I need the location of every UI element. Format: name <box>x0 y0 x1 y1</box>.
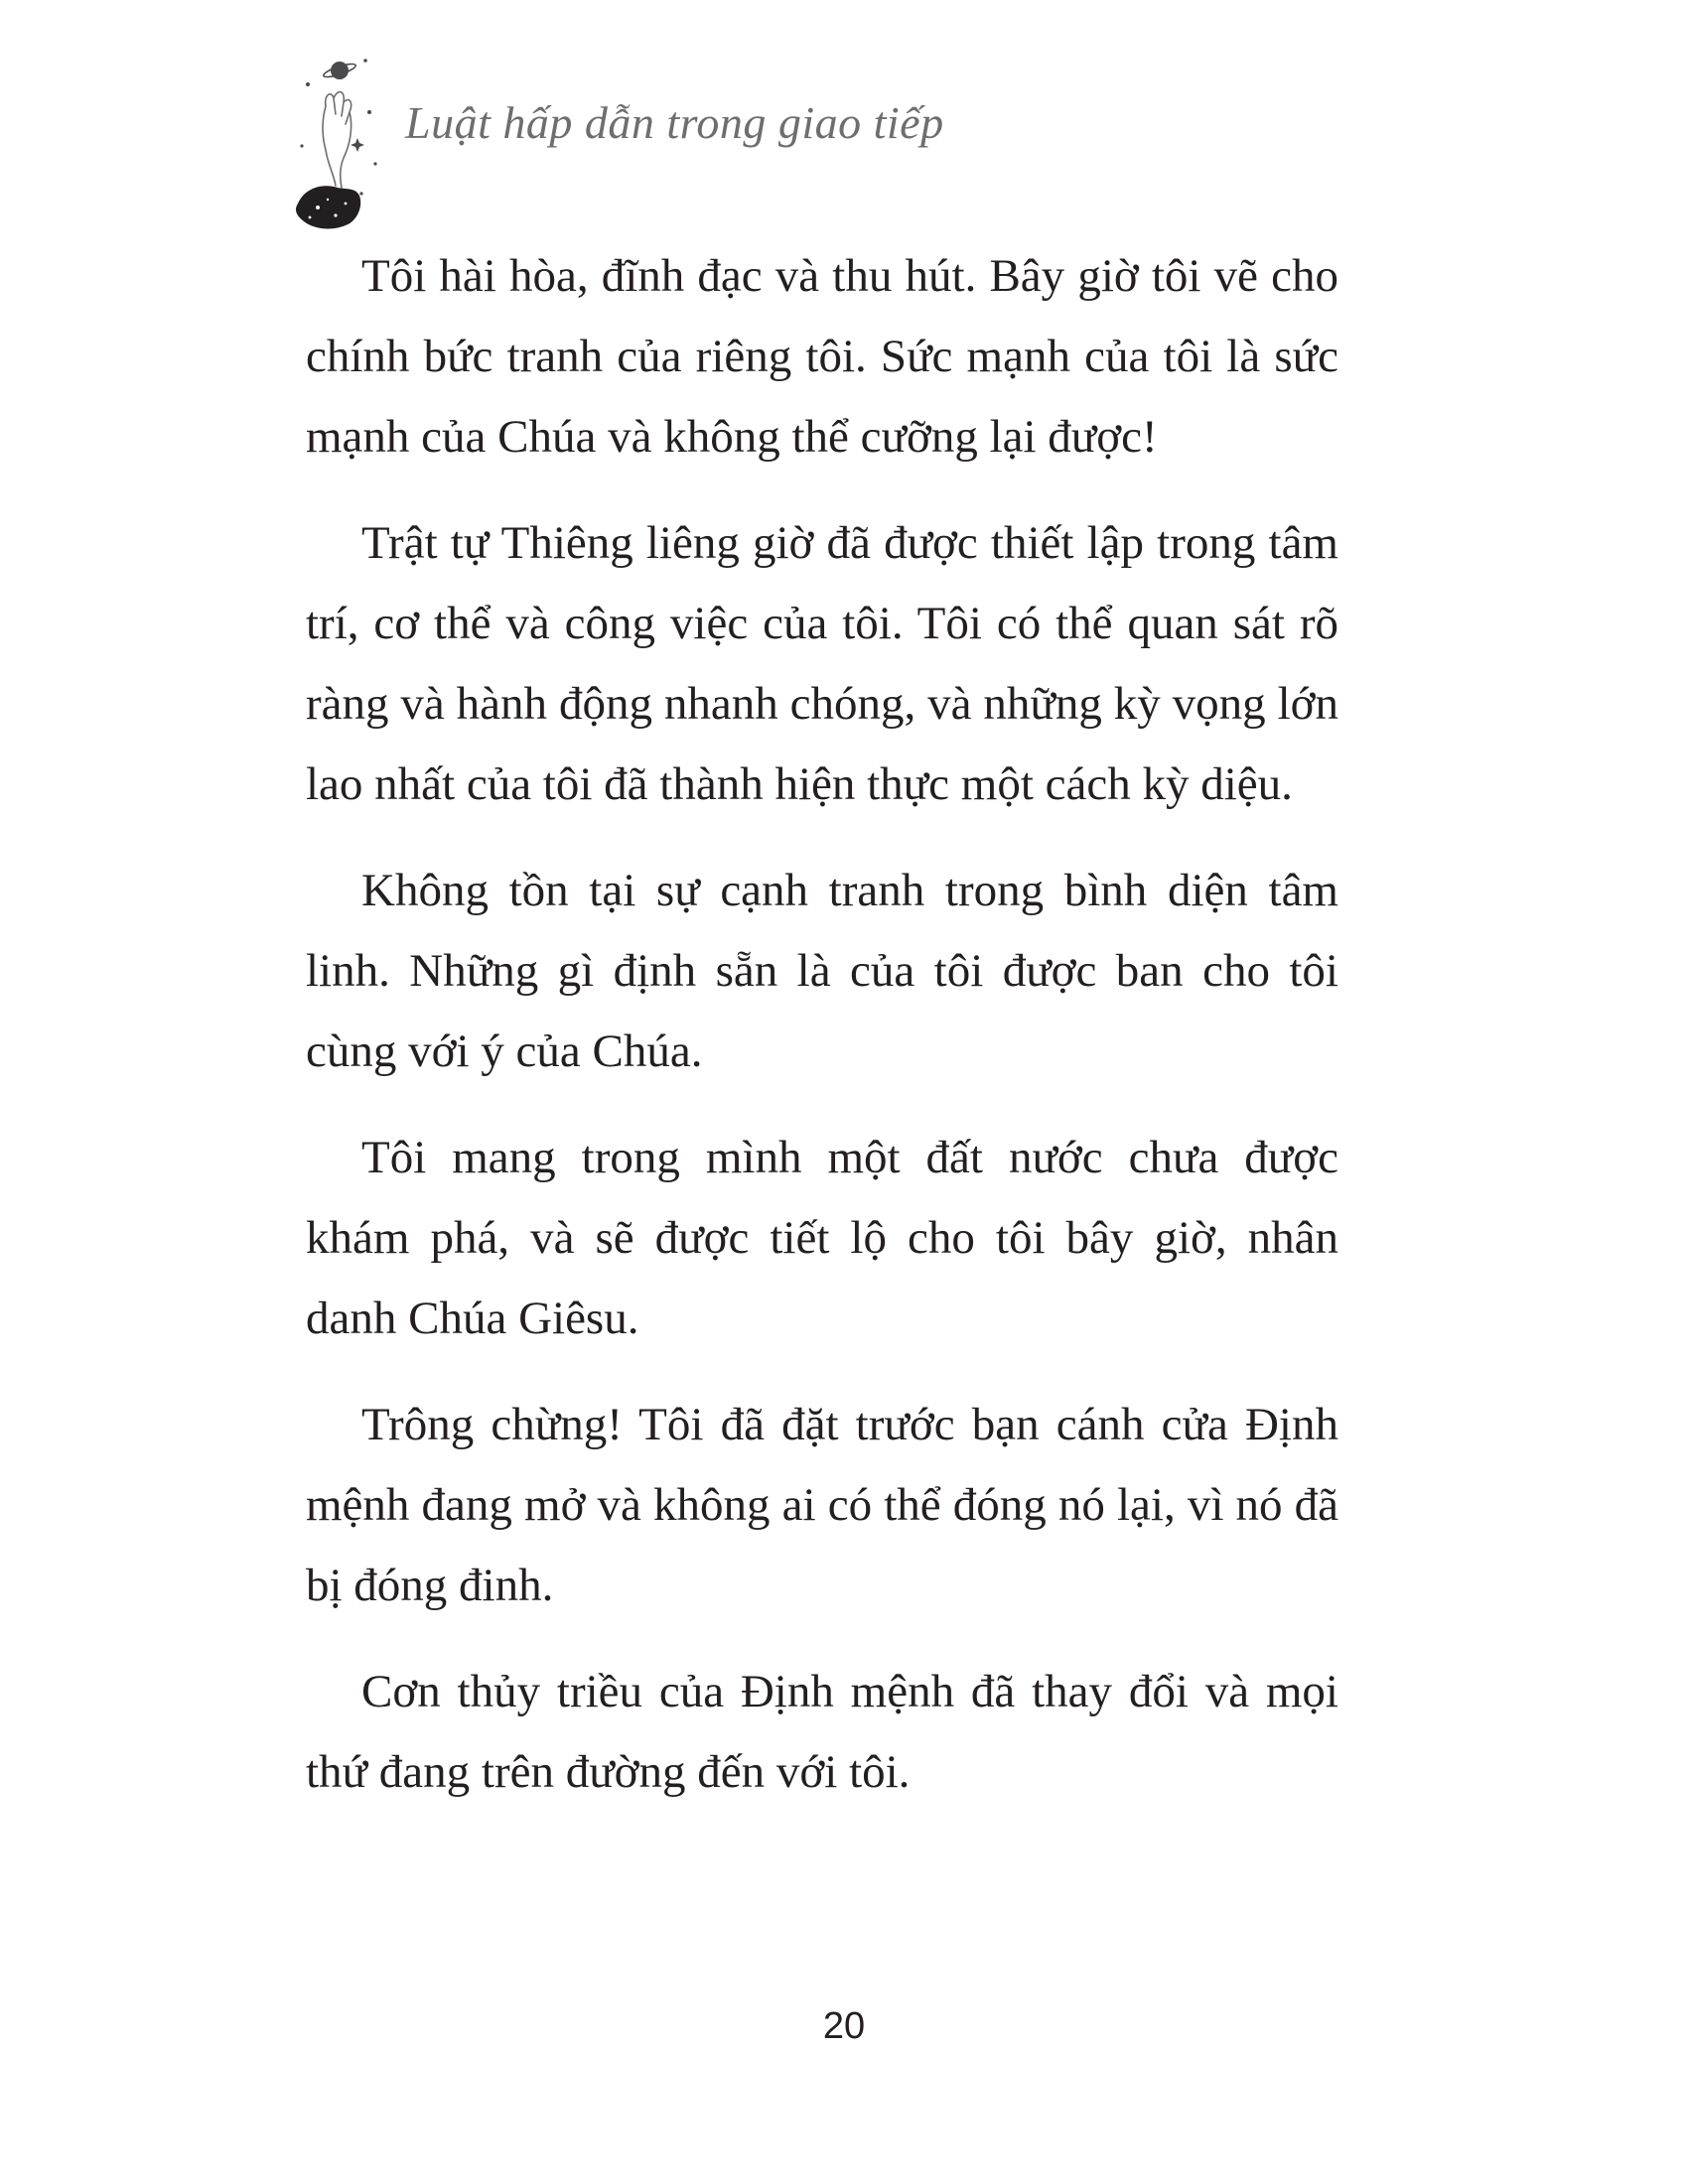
paragraph: Trật tự Thiêng liêng giờ đã được thiết lập trong tâm trí, cơ thể và công việc của tôi. Tôi có thể quan sát rõ ràng và hành động nhanh chóng, và những kỳ vọng lớn lao nhất của tôi đã thành hiện thực một cách kỳ diệu. <box>306 517 1338 810</box>
paragraph: Tôi mang trong mình một đất nước chưa được khám phá, và sẽ được tiết lộ cho tôi bây giờ, nhân danh Chúa Giêsu. <box>306 1132 1338 1344</box>
page-number: 20 <box>822 2005 866 2047</box>
paragraph: Tôi hài hòa, đĩnh đạc và thu hút. Bây giờ tôi vẽ cho chính bức tranh của riêng tôi. Sức mạnh của tôi là sức mạnh của Chúa và không thể cưỡng lại được! <box>306 250 1338 463</box>
paragraph: Trông chừng! Tôi đã đặt trước bạn cánh cửa Định mệnh đang mở và không ai có thể đóng nó lại, vì nó đã bị đóng đinh. <box>306 1399 1338 1611</box>
running-header-title: Luật hấp dẫn trong giao tiếp <box>405 97 944 148</box>
body-text <box>306 236 1338 1839</box>
paragraph: Không tồn tại sự cạnh tranh trong bình diện tâm linh. Những gì định sẵn là của tôi được ban cho tôi cùng với ý của Chúa. <box>306 865 1338 1077</box>
running-header <box>288 55 983 233</box>
paragraph: Cơn thủy triều của Định mệnh đã thay đổi và mọi thứ đang trên đường đến với tôi. <box>306 1666 1338 1798</box>
hand-planet-ornament-icon <box>288 55 397 233</box>
